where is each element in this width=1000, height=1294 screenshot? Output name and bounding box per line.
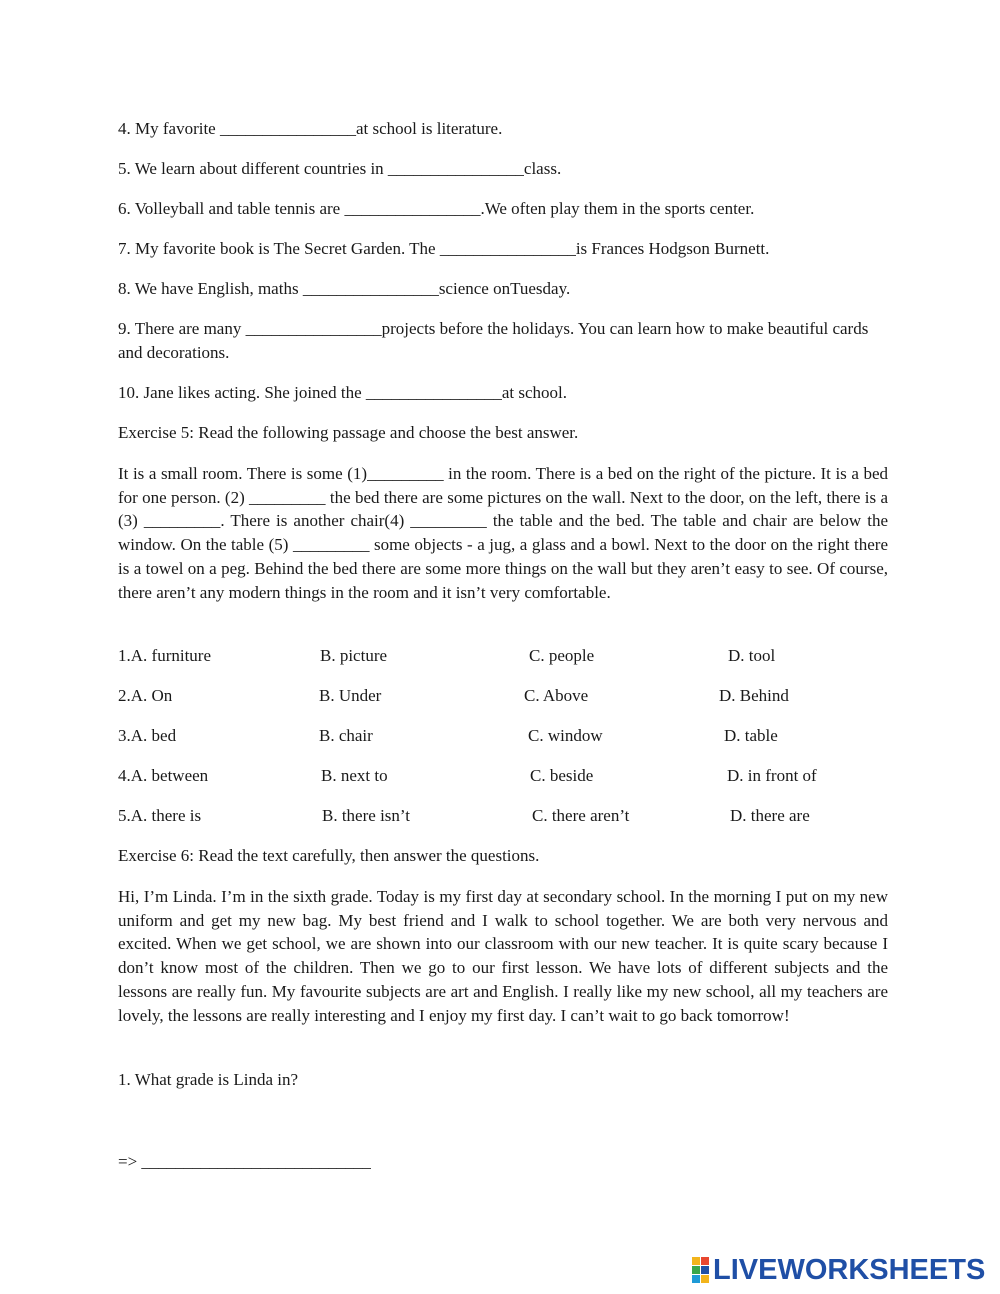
option-1c: C. people [529, 646, 595, 665]
option-1b: B. picture [320, 646, 388, 665]
option-2b: B. Under [319, 686, 382, 705]
exercise-5-passage: It is a small room. There is some (1)_________ in the room. There is a bed on the right of the picture. It is a bed for one person. (2) _________ the bed there are some pictures on the wall. Next to the door, on the left, there is a (3) _________. There is another chair(4) _________ the table and the bed. The table and chair are below the window. On the table (5) _________ some objects - a jug, a glass and a bowl. Next to the door on the right there is a towel on a peg. Behind the bed there are some more things on the wall but they aren’t easy to see. Of course, there aren’t any modern things in the room and it isn’t very comfortable. [118, 464, 888, 602]
liveworksheets-logo [692, 1255, 985, 1285]
logo-text: LIVEWORKSHEETS [713, 1253, 986, 1286]
option-3d: D. table [724, 726, 778, 745]
exercise-5-heading: Exercise 5: Read the following passage and choose the best answer. [118, 423, 579, 442]
option-5c: C. there aren’t [532, 806, 630, 825]
exercise-6-heading: Exercise 6: Read the text carefully, then answer the questions. [118, 846, 540, 865]
question-5: 5. We learn about different countries in ________________class. [118, 159, 562, 178]
option-5d: D. there are [730, 806, 810, 825]
exercise-6-question-1: 1. What grade is Linda in? [118, 1070, 299, 1089]
option-5a: 5.A. there is [118, 806, 202, 825]
option-4c: C. beside [530, 766, 594, 785]
option-3b: B. chair [319, 726, 373, 745]
option-2c: C. Above [524, 686, 589, 705]
option-5b: B. there isn’t [322, 806, 410, 825]
question-9: 9. There are many ________________projects before the holidays. You can learn how to make beautiful cards and decorations. [118, 319, 869, 362]
question-4: 4. My favorite ________________at school is literature. [118, 119, 503, 138]
option-4d: D. in front of [727, 766, 817, 785]
question-6: 6. Volleyball and table tennis are ________________.We often play them in the sports center. [118, 199, 755, 218]
answer-line[interactable]: => ___________________________ [118, 1152, 371, 1171]
option-1a: 1.A. furniture [118, 646, 212, 665]
option-3a: 3.A. bed [118, 726, 177, 745]
question-10: 10. Jane likes acting. She joined the ________________at school. [118, 383, 568, 402]
option-1d: D. tool [728, 646, 776, 665]
question-7: 7. My favorite book is The Secret Garden. The ________________is Frances Hodgson Burnett. [118, 239, 770, 258]
option-3c: C. window [528, 726, 603, 745]
option-4a: 4.A. between [118, 766, 209, 785]
question-8: 8. We have English, maths ________________science onTuesday. [118, 279, 571, 298]
option-2a: 2.A. On [118, 686, 173, 705]
option-2d: D. Behind [719, 686, 789, 705]
option-4b: B. next to [321, 766, 388, 785]
logo-blocks-icon [692, 1257, 709, 1283]
exercise-6-passage: Hi, I’m Linda. I’m in the sixth grade. Today is my first day at secondary school. In the morning I put on my new uniform and get my new bag. My best friend and I walk to school together. We are both very nervous and excited. When we get school, we are shown into our classroom with our new teacher. It is quite scary because I don’t know most of the children. Then we go to our first lesson. We have lots of different subjects and the lessons are really fun. My favourite subjects are art and English. I really like my new school, all my teachers are lovely, the lessons are really interesting and I enjoy my first day. I can’t wait to go back tomorrow! [118, 887, 888, 1025]
